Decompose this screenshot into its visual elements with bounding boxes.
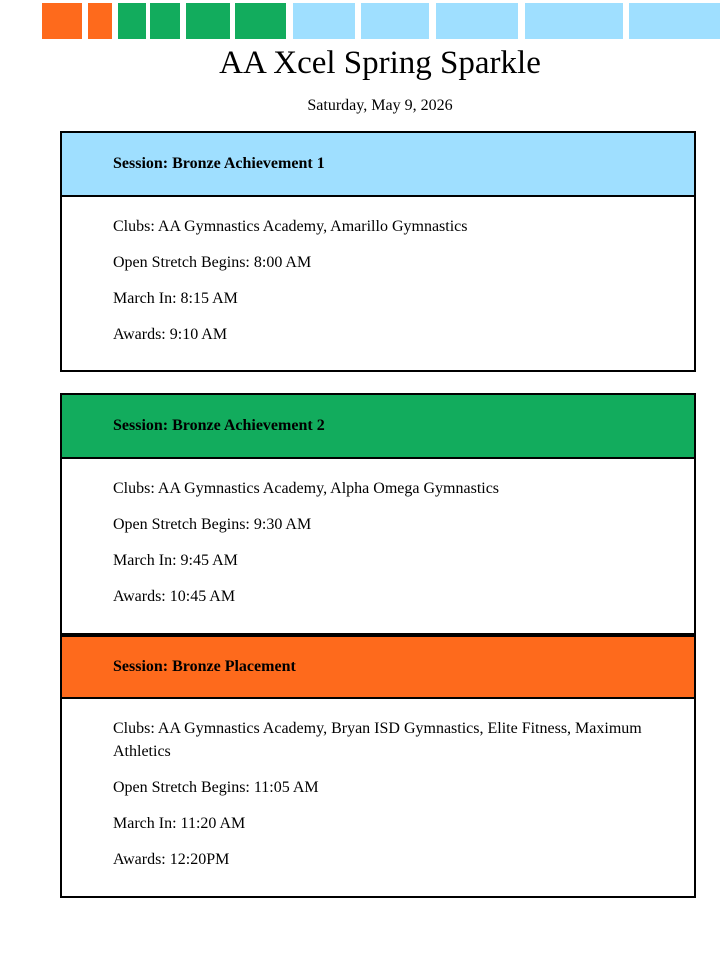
- session-card-bronze-achievement-1: [60, 131, 696, 372]
- march-in-time: March In: 9:45 AM: [113, 552, 238, 569]
- blue-stripe: [293, 3, 355, 39]
- session-card-bronze-achievement-2: [60, 393, 696, 635]
- green-stripe: [150, 3, 180, 39]
- green-stripe: [186, 3, 230, 39]
- awards-time: Awards: 12:20PM: [113, 851, 230, 868]
- open-stretch-time: Open Stretch Begins: 9:30 AM: [113, 516, 312, 533]
- session-details: [62, 459, 694, 608]
- session-title: Session: Bronze Placement: [113, 658, 296, 675]
- session-title: Session: Bronze Achievement 2: [113, 417, 325, 434]
- session-card-bronze-placement: [60, 633, 696, 898]
- green-stripe: [118, 3, 146, 39]
- march-in-time: March In: 11:20 AM: [113, 815, 246, 832]
- blue-stripe: [436, 3, 518, 39]
- blue-stripe: [525, 3, 623, 39]
- page-title: AA Xcel Spring Sparkle: [219, 45, 541, 81]
- orange-stripe: [42, 3, 82, 39]
- green-stripe: [235, 3, 286, 39]
- session-title: Session: Bronze Achievement 1: [113, 155, 325, 172]
- session-details: [62, 197, 694, 346]
- color-stripe-banner: [0, 3, 720, 39]
- session-header: [62, 395, 694, 459]
- session-header: [62, 133, 694, 197]
- orange-stripe: [88, 3, 112, 39]
- event-date: Saturday, May 9, 2026: [307, 97, 453, 114]
- blue-stripe: [361, 3, 429, 39]
- open-stretch-time: Open Stretch Begins: 8:00 AM: [113, 254, 312, 271]
- march-in-time: March In: 8:15 AM: [113, 290, 238, 307]
- open-stretch-time: Open Stretch Begins: 11:05 AM: [113, 779, 319, 796]
- session-clubs: Clubs: AA Gymnastics Academy, Alpha Omega Gymnastics: [113, 480, 500, 497]
- awards-time: Awards: 10:45 AM: [113, 588, 236, 605]
- session-header: [62, 635, 694, 699]
- session-clubs: Clubs: AA Gymnastics Academy, Amarillo Gymnastics: [113, 218, 468, 235]
- session-details: [62, 699, 694, 871]
- blue-stripe: [629, 3, 720, 39]
- session-clubs: Clubs: AA Gymnastics Academy, Bryan ISD Gymnastics, Elite Fitness, Maximum Athletics: [113, 720, 642, 760]
- awards-time: Awards: 9:10 AM: [113, 326, 228, 343]
